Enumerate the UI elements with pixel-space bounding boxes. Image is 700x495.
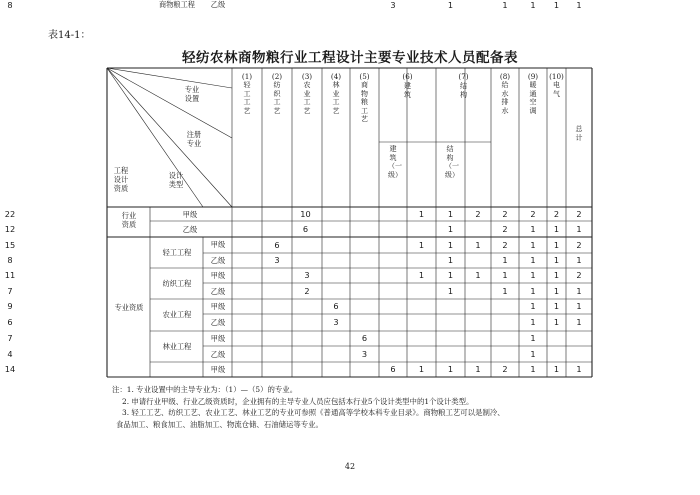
sub-header-jianzhu: 建筑（一级）	[388, 145, 402, 179]
cell-3-6: 1	[447, 255, 454, 265]
row-label-jia-4: 甲级	[210, 334, 226, 343]
cell-8-3: 6	[361, 333, 368, 343]
corner-label-design-type-2: 类型	[168, 180, 184, 189]
corner-label-qualification-3: 资质	[113, 184, 129, 193]
cell-10-5: 1	[418, 364, 425, 374]
cell-10-12: 14	[4, 364, 16, 374]
row-label-industry: 行业	[121, 211, 137, 220]
col-header-name-2: 纺织工艺	[273, 81, 281, 115]
row-group-1: 轻工工程	[162, 247, 192, 257]
cell-11-12: 8	[7, 0, 13, 10]
cell-11-6: 1	[447, 0, 454, 10]
page-number: 42	[344, 462, 356, 471]
cell-1-10: 1	[553, 223, 560, 234]
cell-2-8: 2	[502, 239, 508, 250]
note-2: 2. 申请行业甲级、行业乙级资质时，企业拥有的主导专业人员应包括本行业5个设计类型中的1个设计类型。	[122, 396, 474, 406]
cell-6-2: 6	[333, 301, 339, 311]
cell-7-9: 1	[530, 317, 536, 327]
cell-1-11: 1	[576, 223, 582, 234]
cell-3-10: 1	[553, 255, 560, 265]
cell-2-7: 1	[475, 239, 481, 250]
cell-6-10: 1	[553, 301, 560, 311]
cell-1-8: 2	[502, 223, 508, 234]
cell-7-2: 3	[333, 317, 339, 327]
cell-3-8: 1	[502, 255, 508, 265]
row-label-yi-3: 乙级	[210, 318, 226, 327]
row-label-yi-2: 乙级	[210, 286, 226, 296]
row-group-4: 林业工程	[162, 341, 192, 351]
cell-10-11: 1	[576, 364, 582, 374]
row-label-jia-3: 甲级	[210, 302, 226, 311]
cell-4-9: 1	[530, 270, 536, 280]
row-label-yi-5: 乙级	[210, 0, 226, 9]
cell-0-7: 2	[475, 208, 481, 219]
corner-label-design-type: 设计	[168, 171, 184, 180]
col-header-total: 总计	[575, 125, 583, 142]
col-header-name-9: 暖通空调	[529, 81, 537, 115]
cell-10-9: 1	[530, 364, 536, 374]
row-label-yi-industry: 乙级	[182, 225, 198, 234]
cell-9-3: 3	[361, 348, 368, 359]
cell-4-7: 1	[475, 270, 481, 280]
corner-label-registered-2: 专业	[186, 139, 202, 148]
col-header-no-10: (10)	[549, 72, 564, 81]
cell-merged-1: 6	[302, 223, 309, 234]
col-header-no-1: (1)	[241, 72, 253, 81]
row-label-industry-2: 资质	[121, 220, 137, 229]
page-title: 轻纺农林商物粮行业工程设计主要专业技术人员配备表	[182, 50, 518, 66]
cell-3-0: 3	[274, 255, 280, 265]
cell-0-8: 2	[502, 208, 508, 219]
col-header-name-4: 林业工艺	[332, 81, 340, 115]
table-number: 表14-1：	[48, 30, 91, 41]
cell-11-8: 1	[502, 0, 508, 10]
cell-5-6: 1	[447, 285, 454, 296]
cell-4-11: 2	[576, 270, 582, 280]
cell-4-12: 11	[4, 270, 16, 280]
row-label-yi-4: 乙级	[210, 349, 226, 359]
cell-5-8: 1	[502, 285, 508, 296]
col-header-name-7: 结构	[460, 82, 467, 99]
col-header-no-5: (5)	[359, 72, 370, 81]
cell-0-11: 2	[576, 208, 582, 219]
row-group-2: 纺织工程	[162, 278, 192, 288]
col-header-no-9: (9)	[527, 72, 539, 81]
cell-6-9: 1	[530, 301, 536, 311]
col-header-name-1: 轻工工艺	[243, 81, 251, 115]
corner-label-setting-2: 设置	[184, 94, 200, 103]
col-header-name-5: 商物粮工艺	[361, 81, 368, 124]
cell-10-7: 1	[475, 364, 481, 374]
cell-0-5: 1	[418, 208, 425, 219]
notes	[112, 384, 592, 430]
cell-1-12: 12	[4, 223, 16, 234]
row-label-jia-2: 甲级	[210, 271, 226, 280]
cell-merged-0: 10	[300, 208, 311, 219]
cell-0-9: 2	[530, 208, 536, 219]
cell-2-10: 1	[553, 239, 560, 250]
cell-11-11: 1	[576, 0, 582, 10]
cell-4-8: 1	[502, 270, 508, 280]
cell-2-0: 6	[274, 239, 280, 250]
cell-2-5: 1	[418, 239, 425, 250]
corner-diagonal	[107, 68, 232, 88]
cell-7-12: 6	[7, 317, 13, 327]
col-header-no-8: (8)	[499, 72, 511, 81]
cell-0-6: 1	[447, 208, 454, 219]
row-label-jia-1: 甲级	[210, 240, 226, 249]
col-header-name-6: 建筑	[404, 82, 411, 99]
cell-6-11: 1	[576, 301, 582, 311]
cell-4-1: 3	[304, 270, 310, 280]
cell-3-11: 1	[576, 255, 582, 265]
cell-2-6: 1	[447, 239, 454, 250]
cell-8-9: 1	[530, 333, 536, 343]
cell-2-9: 1	[530, 239, 536, 250]
note-3: 3. 轻工工艺、纺织工艺、农业工艺、林业工艺的专业可参照《普通高等学校本科专业目录》。商物粮工艺可以是制冷、	[122, 408, 505, 417]
cell-7-10: 1	[553, 317, 560, 327]
cell-4-10: 1	[553, 270, 560, 280]
col-header-no-6: (6)	[402, 72, 413, 81]
cell-10-6: 1	[447, 364, 454, 374]
col-header-no-3: (3)	[301, 72, 313, 81]
row-label-jia-5: 甲级	[210, 365, 226, 374]
sub-header-jiegou: 结构（一级）	[445, 145, 459, 179]
cell-1-6: 1	[447, 223, 454, 234]
cell-5-1: 2	[304, 285, 310, 296]
cell-3-9: 1	[530, 255, 536, 265]
cell-7-11: 1	[576, 317, 582, 327]
cell-9-9: 1	[530, 348, 536, 359]
cell-4-5: 1	[418, 270, 425, 280]
cell-11-10: 1	[553, 0, 560, 10]
cell-6-12: 9	[7, 301, 13, 311]
cell-11-4: 3	[390, 0, 396, 10]
cell-10-8: 2	[502, 364, 508, 374]
cell-1-9: 1	[530, 223, 536, 234]
cell-0-12: 22	[4, 208, 16, 219]
col-header-no-4: (4)	[330, 72, 342, 81]
cell-2-11: 2	[576, 239, 582, 250]
cell-2-12: 15	[4, 239, 16, 250]
cell-3-12: 8	[7, 255, 13, 265]
corner-label-qualification: 工程	[113, 166, 129, 175]
cell-5-12: 7	[7, 285, 13, 296]
cell-4-6: 1	[447, 270, 454, 280]
col-header-name-3: 农业工艺	[303, 81, 311, 115]
row-label-jia-industry: 甲级	[182, 210, 198, 219]
cell-5-9: 1	[530, 285, 536, 296]
cell-10-4: 6	[390, 364, 396, 374]
col-header-no-2: (2)	[271, 72, 283, 81]
cell-10-10: 1	[553, 364, 560, 374]
cell-5-11: 1	[576, 285, 582, 296]
corner-diagonal	[107, 68, 232, 138]
cell-0-10: 2	[553, 208, 560, 219]
note-4: 食品加工、粮食加工、油脂加工、物流仓储、石油储运等专业。	[116, 419, 323, 429]
cell-8-12: 7	[7, 333, 13, 343]
cell-9-12: 4	[7, 348, 13, 359]
note-1: 注：1. 专业设置中的主导专业为：（1）—（5）的专业。	[112, 385, 298, 394]
corner-label-setting: 专业	[184, 85, 200, 94]
col-header-name-8: 给水排水	[501, 81, 509, 115]
col-header-no-7: (7)	[458, 72, 469, 81]
row-label-professional: 专业资质	[114, 303, 144, 312]
col-header-name-10: 电气	[553, 81, 560, 98]
row-group-5: 商物粮工程	[159, 0, 195, 9]
row-group-3: 农业工程	[162, 310, 192, 319]
cell-11-9: 1	[530, 0, 536, 10]
row-label-yi-1: 乙级	[210, 255, 226, 265]
cell-5-10: 1	[553, 285, 560, 296]
corner-label-qualification-2: 设计	[113, 175, 129, 184]
corner-label-registered: 注册	[186, 130, 202, 139]
